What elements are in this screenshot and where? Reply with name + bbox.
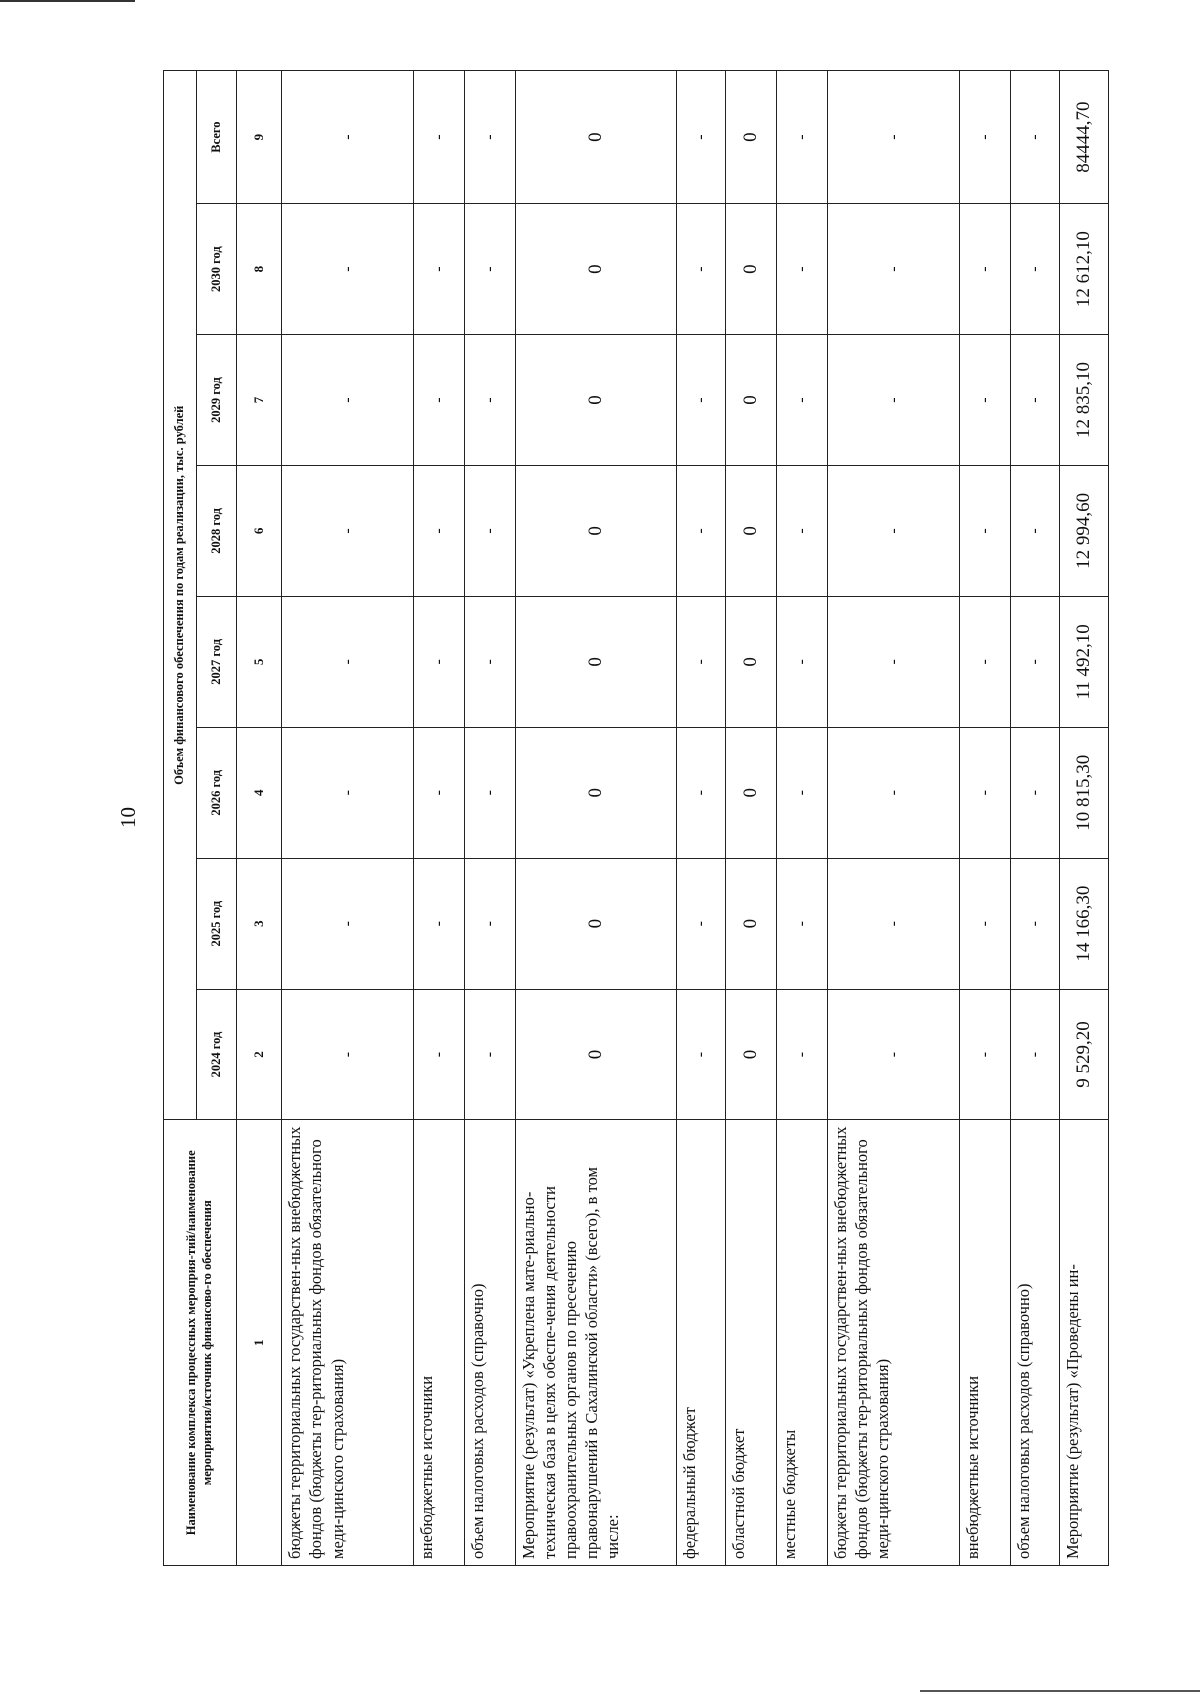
row-label: объем налоговых расходов (справочно) [464, 1120, 515, 1566]
column-number: 5 [237, 596, 282, 727]
header-year: 2028 год [197, 465, 237, 596]
value-cell: - [827, 465, 960, 596]
value-cell: - [1011, 465, 1060, 596]
value-cell: - [827, 989, 960, 1120]
value-cell: - [776, 335, 827, 466]
value-cell: - [960, 858, 1011, 989]
header-year: 2030 год [197, 204, 237, 335]
row-label: внебюджетные источники [413, 1120, 464, 1566]
table-row [1011, 71, 1060, 1566]
value-cell: - [676, 989, 725, 1120]
header-year: 2024 год [197, 989, 237, 1120]
value-cell: - [282, 71, 414, 204]
value-cell: - [1011, 596, 1060, 727]
value-cell: - [776, 858, 827, 989]
value-cell: - [282, 465, 414, 596]
value-cell: - [464, 989, 515, 1120]
value-cell: 12 994,60 [1060, 465, 1109, 596]
value-cell: - [776, 989, 827, 1120]
value-cell: - [960, 335, 1011, 466]
value-cell: - [960, 204, 1011, 335]
value-cell: 0 [725, 204, 776, 335]
value-cell: - [282, 989, 414, 1120]
table-row [676, 71, 725, 1566]
column-number: 3 [237, 858, 282, 989]
header-total: Всего [197, 71, 237, 204]
value-cell: 0 [725, 465, 776, 596]
header-year: 2029 год [197, 335, 237, 466]
value-cell: - [282, 596, 414, 727]
value-cell: - [1011, 989, 1060, 1120]
value-cell: 0 [725, 727, 776, 858]
table-row [776, 71, 827, 1566]
value-cell: - [464, 204, 515, 335]
value-cell: - [413, 989, 464, 1120]
value-cell: - [676, 71, 725, 204]
value-cell: - [960, 596, 1011, 727]
value-cell: - [413, 727, 464, 858]
value-cell: 0 [515, 596, 676, 727]
value-cell: 84444,70 [1060, 71, 1109, 204]
value-cell: - [464, 596, 515, 727]
value-cell: 0 [725, 596, 776, 727]
value-cell: - [1011, 335, 1060, 466]
table-row [1060, 71, 1109, 1566]
value-cell: 0 [515, 71, 676, 204]
value-cell: - [282, 727, 414, 858]
value-cell: - [676, 858, 725, 989]
value-cell: - [413, 858, 464, 989]
scan-artifact-top [0, 0, 135, 2]
value-cell: 0 [515, 858, 676, 989]
row-label: объем налоговых расходов (справочно) [1011, 1120, 1060, 1566]
table-row [960, 71, 1011, 1566]
column-number: 4 [237, 727, 282, 858]
value-cell: - [1011, 204, 1060, 335]
value-cell: 0 [725, 858, 776, 989]
value-cell: - [827, 858, 960, 989]
value-cell: - [676, 465, 725, 596]
value-cell: - [676, 596, 725, 727]
value-cell: - [282, 858, 414, 989]
row-label: внебюджетные источники [960, 1120, 1011, 1566]
table-row [725, 71, 776, 1566]
table-row [464, 71, 515, 1566]
column-number: 6 [237, 465, 282, 596]
value-cell: - [464, 71, 515, 204]
value-cell: 12 612,10 [1060, 204, 1109, 335]
value-cell: - [676, 335, 725, 466]
value-cell: - [413, 596, 464, 727]
value-cell: - [464, 858, 515, 989]
column-number: 9 [237, 71, 282, 204]
value-cell: - [827, 727, 960, 858]
row-label: Мероприятие (результат) «Укреплена мате-риально-техническая база в целях обеспе-чения деятельности правоохранительных органов по пресечению правонарушений в Сахалинской области» (всего), в том числе: [515, 1120, 676, 1566]
column-number: 7 [237, 335, 282, 466]
value-cell: - [282, 335, 414, 466]
value-cell: - [960, 71, 1011, 204]
column-number-row [237, 71, 282, 1566]
value-cell: 0 [725, 989, 776, 1120]
scan-artifact-bottom [920, 1690, 1200, 1692]
value-cell: - [960, 727, 1011, 858]
value-cell: 12 835,10 [1060, 335, 1109, 466]
value-cell: - [413, 335, 464, 466]
value-cell: - [827, 596, 960, 727]
value-cell: - [464, 727, 515, 858]
value-cell: - [827, 204, 960, 335]
value-cell: - [960, 465, 1011, 596]
value-cell: - [464, 465, 515, 596]
value-cell: - [413, 71, 464, 204]
table-row [515, 71, 676, 1566]
column-number: 2 [237, 989, 282, 1120]
value-cell: - [776, 596, 827, 727]
row-label: бюджеты территориальных государствен-ных внебюджетных фондов (бюджеты тер-риториальных фондов обязательного меди-цинского страхования) [827, 1120, 960, 1566]
column-number: 8 [237, 204, 282, 335]
value-cell: - [1011, 727, 1060, 858]
value-cell: 9 529,20 [1060, 989, 1109, 1120]
header-year: 2027 год [197, 596, 237, 727]
financing-table [163, 70, 1109, 1566]
value-cell: - [464, 335, 515, 466]
row-label: федеральный бюджет [676, 1120, 725, 1566]
value-cell: - [413, 204, 464, 335]
value-cell: - [1011, 71, 1060, 204]
value-cell: 10 815,30 [1060, 727, 1109, 858]
row-label: Мероприятие (результат) «Проведены ин- [1060, 1120, 1109, 1566]
table-row [282, 71, 414, 1566]
value-cell: 0 [515, 989, 676, 1120]
value-cell: - [960, 989, 1011, 1120]
value-cell: 0 [725, 335, 776, 466]
value-cell: - [676, 204, 725, 335]
value-cell: - [776, 727, 827, 858]
value-cell: 14 166,30 [1060, 858, 1109, 989]
value-cell: - [776, 71, 827, 204]
rotated-table-frame [163, 70, 1109, 1566]
table-row [827, 71, 960, 1566]
value-cell: 0 [515, 204, 676, 335]
row-label: местные бюджеты [776, 1120, 827, 1566]
value-cell: 0 [515, 727, 676, 858]
row-label: бюджеты территориальных государствен-ных внебюджетных фондов (бюджеты тер-риториальных фондов обязательного меди-цинского страхования) [282, 1120, 414, 1566]
header-year: 2025 год [197, 858, 237, 989]
value-cell: 11 492,10 [1060, 596, 1109, 727]
header-group: Объем финансового обеспечения по годам реализации, тыс. рублей [164, 71, 197, 1121]
value-cell: - [827, 335, 960, 466]
table-row [413, 71, 464, 1566]
value-cell: - [282, 204, 414, 335]
value-cell: - [776, 204, 827, 335]
value-cell: 0 [725, 71, 776, 204]
value-cell: - [413, 465, 464, 596]
value-cell: - [827, 71, 960, 204]
value-cell: - [676, 727, 725, 858]
header-year: 2026 год [197, 727, 237, 858]
page-number: 10 [116, 807, 140, 828]
value-cell: 0 [515, 335, 676, 466]
value-cell: - [776, 465, 827, 596]
row-label: областной бюджет [725, 1120, 776, 1566]
header-name-column: Наименование комплекса процессных мероприя-тий/наименование мероприятия/источник финансово-го обеспечения [164, 1120, 237, 1566]
value-cell: 0 [515, 465, 676, 596]
column-number: 1 [237, 1120, 282, 1566]
value-cell: - [1011, 858, 1060, 989]
